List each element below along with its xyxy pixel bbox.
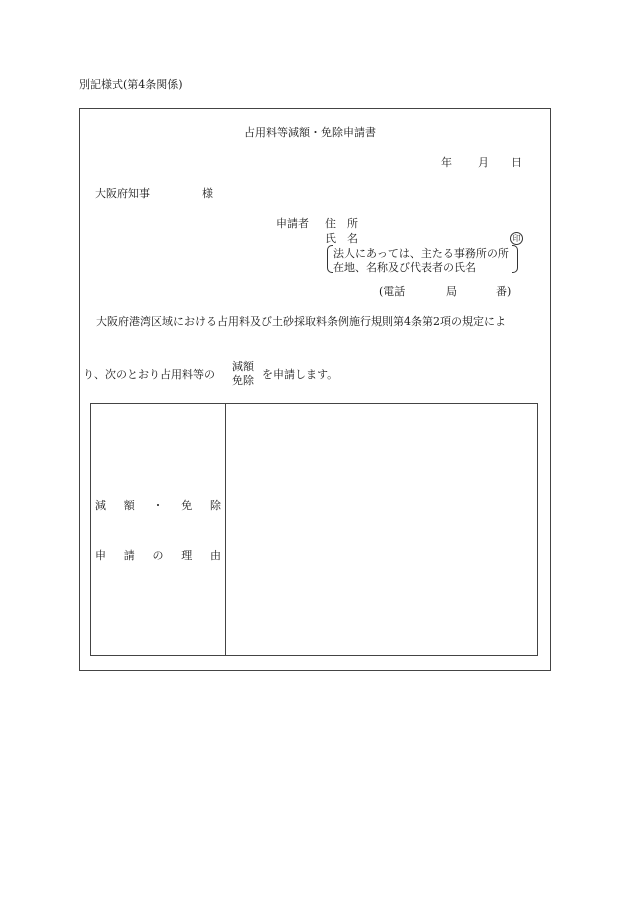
right-bracket <box>512 245 518 273</box>
addressee-name: 大阪府知事 <box>95 187 150 200</box>
option-exemption: 免除 <box>232 374 254 387</box>
reason-table-divider <box>225 404 226 655</box>
body-line2-prefix: り、次のとおり占用料等の <box>83 368 215 381</box>
reason-content-area <box>231 410 531 649</box>
reason-table <box>90 403 538 656</box>
label-char: 免 <box>181 499 193 512</box>
corporate-note-line1: 法人にあっては、主たる事務所の所 <box>333 247 509 260</box>
form-reference-note: 別記様式(第4条関係) <box>79 78 183 91</box>
body-line1: 大阪府港湾区域における占用料及び土砂採取料条例施行規則第4条第2項の規定によ <box>96 315 506 328</box>
seal-mark: 印 <box>510 232 523 245</box>
label-char: 由 <box>210 549 221 562</box>
phone-number-label: 番) <box>496 285 512 298</box>
applicant-address-label: 住 所 <box>325 217 358 230</box>
label-char: 申 <box>95 549 106 562</box>
addressee-honorific: 様 <box>202 187 213 200</box>
applicant-label: 申請者 <box>276 217 309 230</box>
reason-label-row2 <box>95 549 221 562</box>
date-month-label: 月 <box>478 156 489 169</box>
corporate-note-line2: 在地、名称及び代表者の氏名 <box>333 261 476 274</box>
applicant-name-label: 氏 名 <box>325 232 358 245</box>
label-char: 額 <box>123 499 135 512</box>
reason-label-row1 <box>95 499 221 512</box>
label-char: 除 <box>210 499 221 512</box>
form-title: 占用料等減額・免除申請書 <box>244 126 376 139</box>
body-line2-suffix: を申請します。 <box>262 368 339 381</box>
label-char: 請 <box>123 549 135 562</box>
label-char: ・ <box>152 499 164 512</box>
option-reduction: 減額 <box>232 360 254 373</box>
phone-exchange-label: 局 <box>446 285 457 298</box>
label-char: の <box>152 549 164 562</box>
phone-open-label: (電話 <box>379 285 406 298</box>
label-char: 減 <box>95 499 106 512</box>
date-year-label: 年 <box>441 156 452 169</box>
reduction-exemption-choice <box>232 360 254 388</box>
label-char: 理 <box>181 549 193 562</box>
date-day-label: 日 <box>511 156 522 169</box>
